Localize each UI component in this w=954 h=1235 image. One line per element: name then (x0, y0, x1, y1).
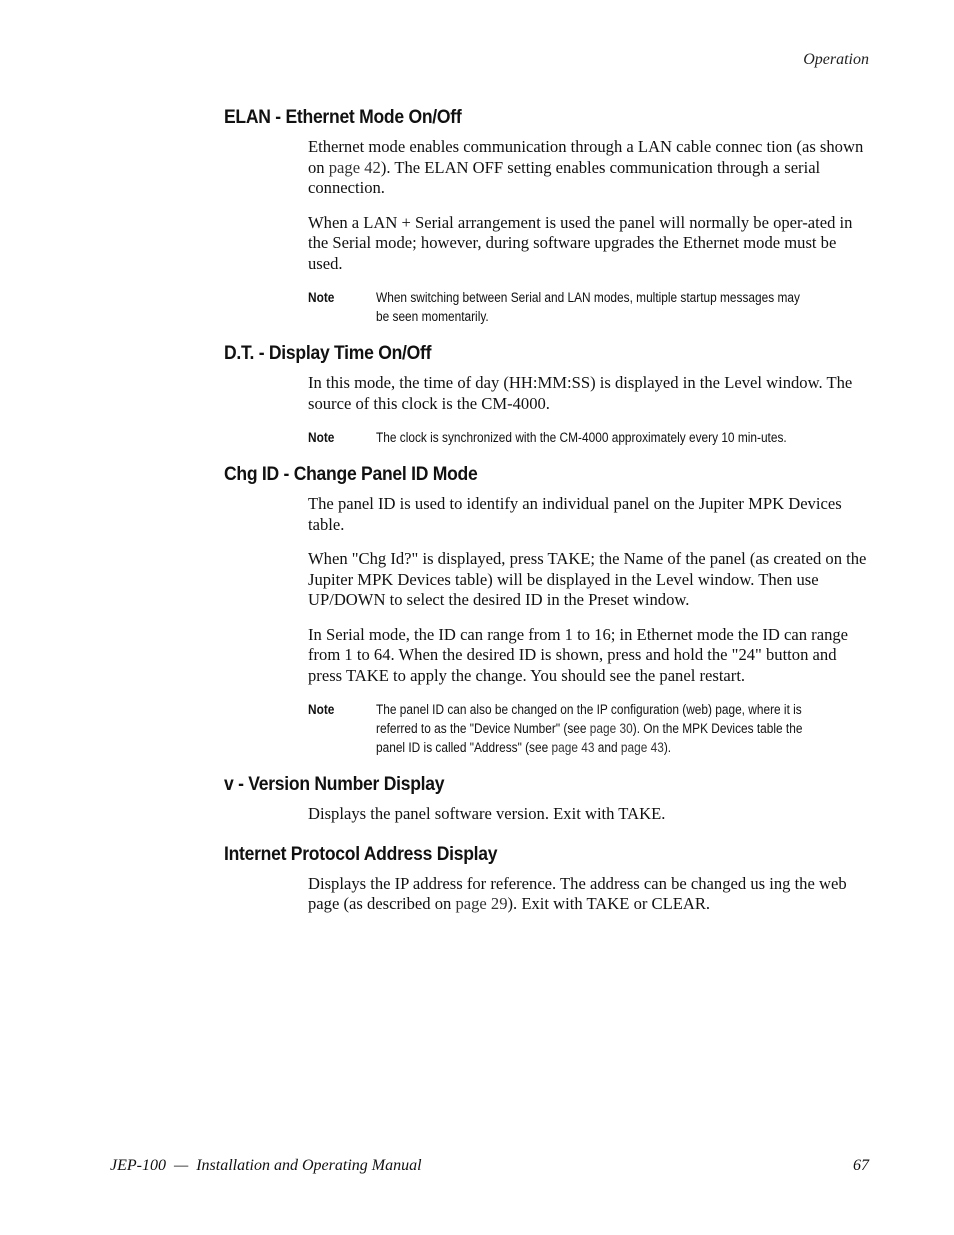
paragraph: Displays the IP address for reference. The address can be changed us ing the web page (as described on page 29). Exit with TAKE or CLEAR. (308, 873, 847, 913)
note-label: Note (308, 702, 335, 717)
section-heading: v - Version Number Display (224, 773, 445, 795)
paragraph: The panel ID is used to identify an individual panel on the Jupiter MPK Devices table. (308, 494, 842, 534)
paragraph: In this mode, the time of day (HH:MM:SS) is displayed in the Level window. The source of this clock is the CM-4000. (308, 373, 853, 413)
paragraph: Ethernet mode enables communication through a LAN cable connec tion (as shown on page 42). The ELAN OFF setting enables communication through a serial connection. (308, 137, 864, 197)
paragraph: Displays the panel software version. Exit with TAKE. (308, 804, 666, 823)
page-link[interactable]: page 42 (328, 157, 381, 177)
section-body (308, 494, 874, 686)
note (308, 700, 874, 757)
note (308, 428, 874, 447)
section-change-panel-id (224, 463, 874, 757)
page-content (224, 106, 874, 929)
section-display-time (224, 342, 874, 447)
note-text: The clock is synchronized with the CM-4000 approximately every 10 min-utes. (376, 430, 787, 445)
paragraph: In Serial mode, the ID can range from 1 to 16; in Ethernet mode the ID can range from 1 to 64. When the desired ID is shown, press and hold the "24" button and press TAKE to apply the change. You should see the panel restart. (308, 624, 849, 685)
note-text: The panel ID can also be changed on the IP configuration (web) page, where it is referred to as the "Device Number" (see page 30). On the MPK Devices table the panel ID is called "Address" (see page 43 and page 43). (376, 702, 803, 755)
page-number: 67 (853, 1157, 869, 1174)
note-text: When switching between Serial and LAN modes, multiple startup messages may be seen momentarily. (376, 290, 800, 324)
section-heading: Chg ID - Change Panel ID Mode (224, 463, 478, 485)
note (308, 288, 874, 326)
section-body (308, 874, 874, 915)
section-body (308, 804, 874, 825)
paragraph: When "Chg Id?" is displayed, press TAKE; the Name of the panel (as created on the Jupiter MPK Devices table) will be displayed in the Level window. Then use UP/DOWN to select the desired ID in the Preset window. (308, 549, 867, 609)
page-link[interactable]: page 43 (620, 740, 664, 755)
section-heading: ELAN - Ethernet Mode On/Off (224, 106, 462, 128)
section-version-display (224, 773, 874, 825)
footer-title: JEP-100 — Installation and Operating Manual (110, 1157, 422, 1174)
page-link[interactable]: page 30 (589, 721, 633, 736)
paragraph: When a LAN + Serial arrangement is used the panel will normally be oper-ated in the Serial mode; however, during software upgrades the Ethernet mode must be used. (308, 212, 853, 273)
page-link[interactable]: page 29 (455, 894, 508, 913)
page-link[interactable]: page 43 (551, 740, 595, 755)
section-ip-address-display (224, 843, 874, 915)
note-label: Note (308, 290, 335, 305)
section-heading: D.T. - Display Time On/Off (224, 342, 432, 364)
section-elan (224, 106, 874, 326)
section-body (308, 137, 874, 274)
note-label: Note (308, 430, 335, 445)
section-body (308, 373, 874, 414)
section-heading: Internet Protocol Address Display (224, 842, 498, 865)
running-header: Operation (803, 51, 869, 68)
